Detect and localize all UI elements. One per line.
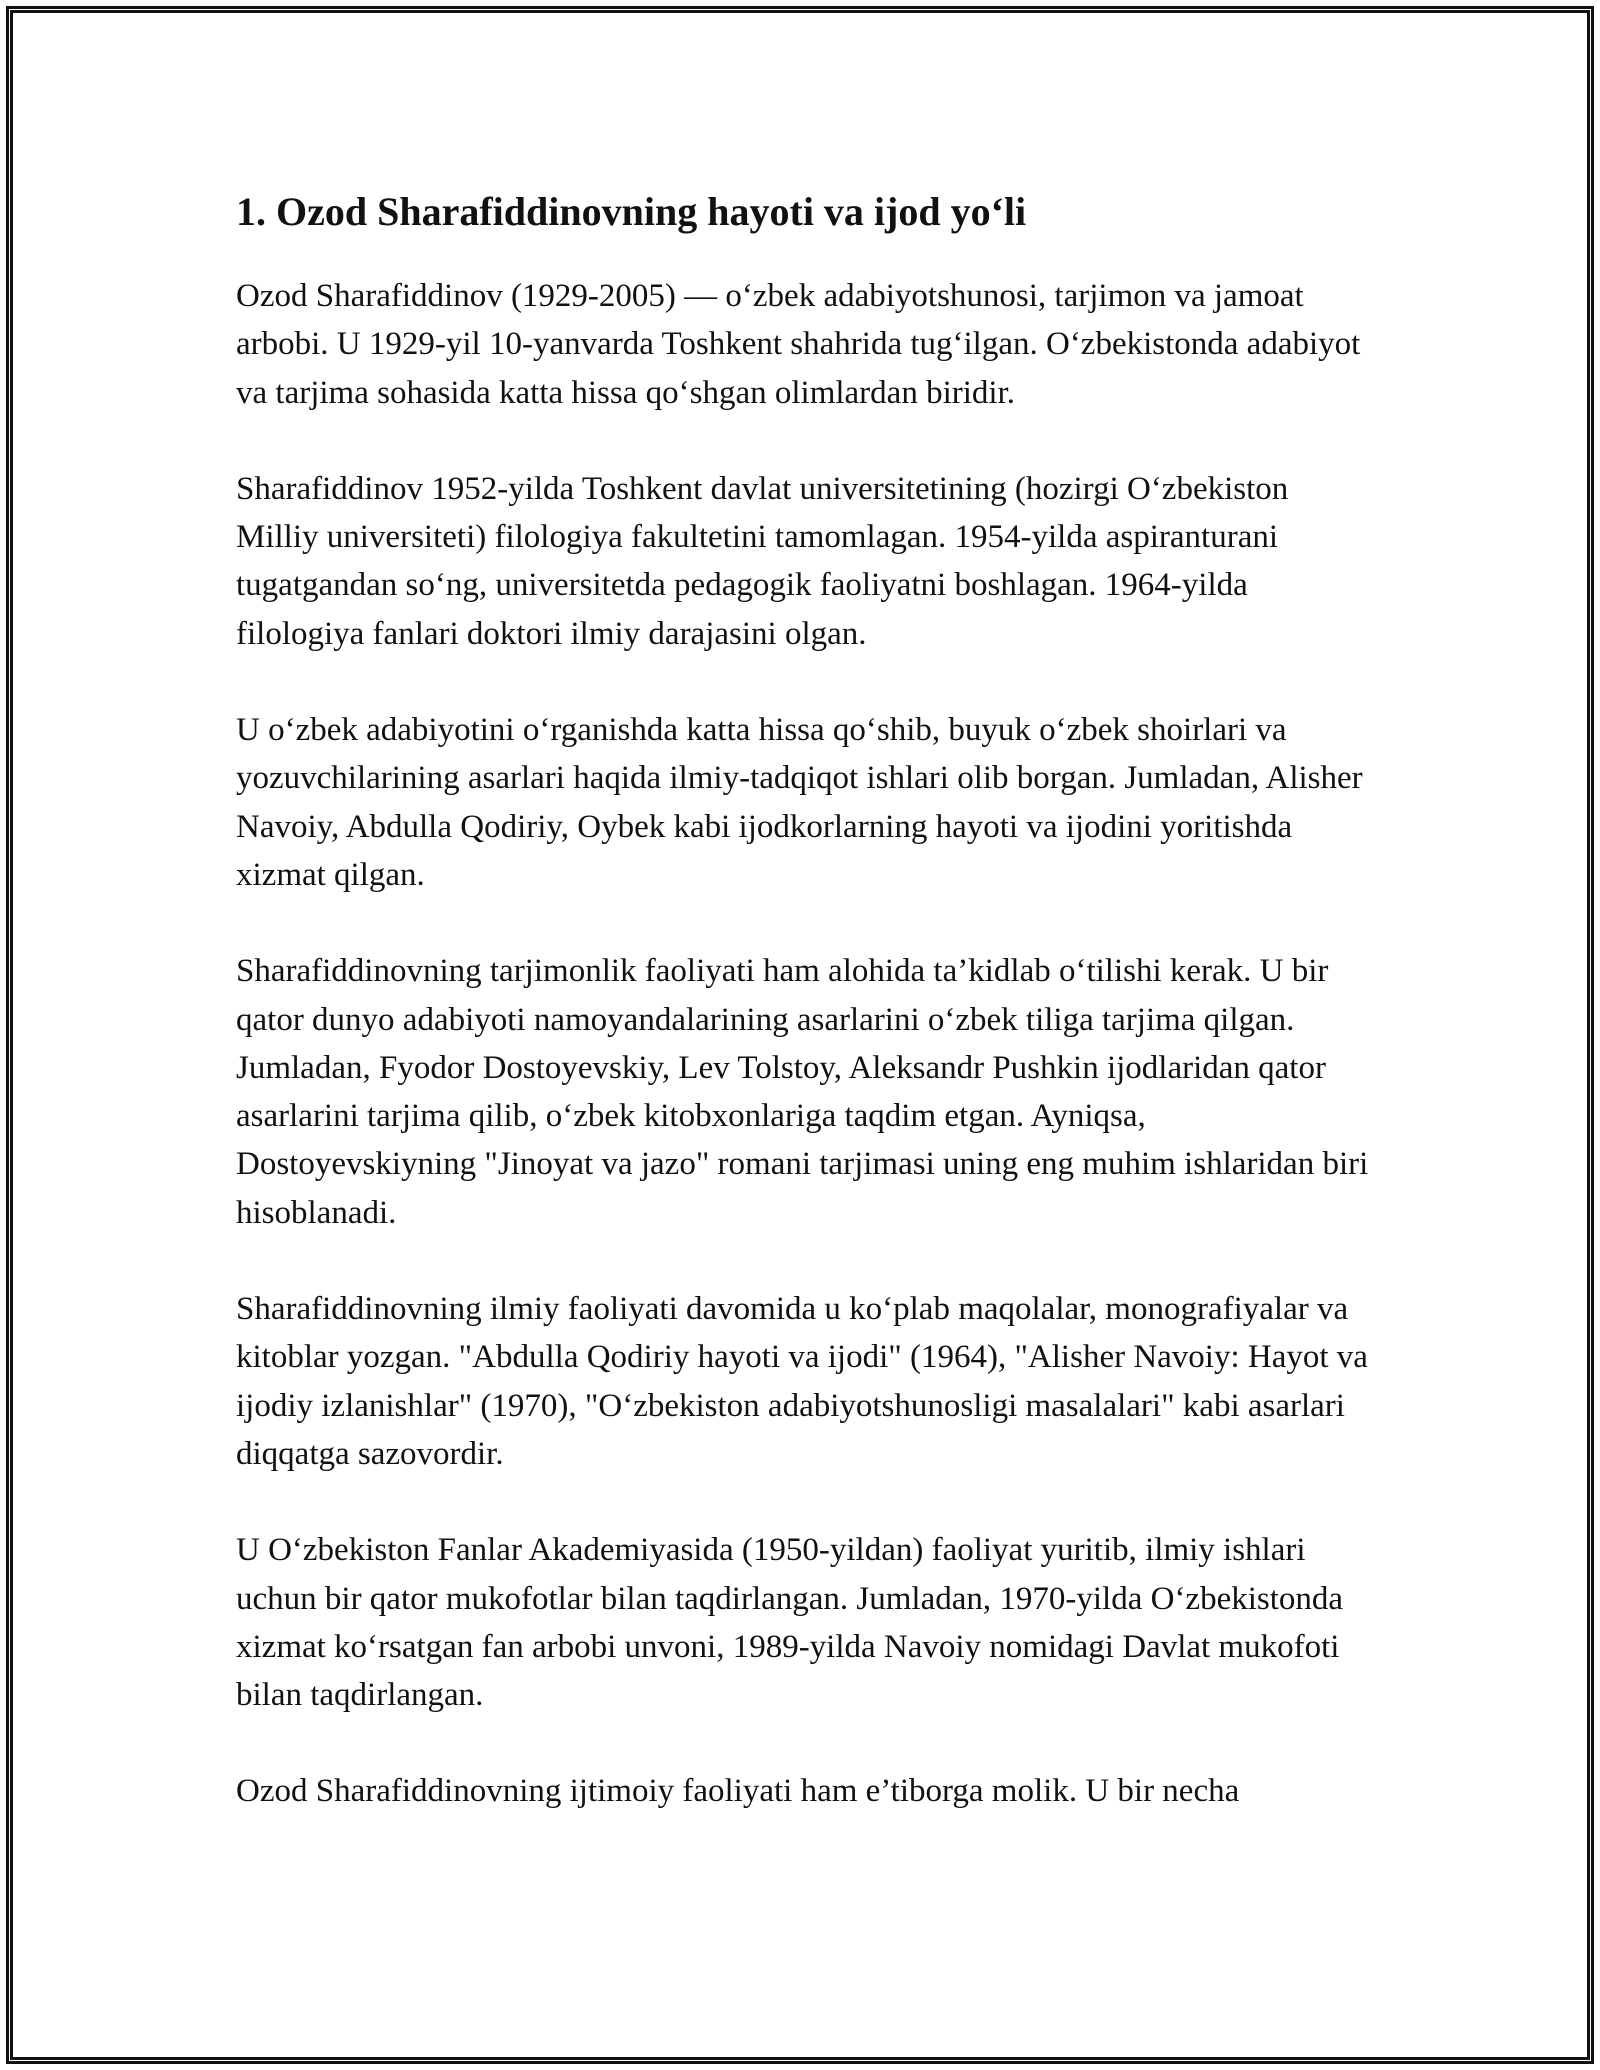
document-body: [236, 186, 1376, 1864]
paragraph-awards: U O‘zbekiston Fanlar Akademiyasida (1950-yildan) faoliyat yuritib, ilmiy ishlari uchun bir qator mukofotlar bilan taqdirlangan. Jumladan, 1970-yilda O‘zbekistonda xizmat ko‘rsatgan fan arbobi unvoni, 1989-yilda Navoiy nomidagi Davlat mukofoti bilan taqdirlangan.: [236, 1532, 1344, 1714]
paragraph-social: Ozod Sharafiddinovning ijtimoiy faoliyati ham e’tiborga molik. U bir necha: [236, 1773, 1240, 1810]
paragraph-research: U o‘zbek adabiyotini o‘rganishda katta hissa qo‘shib, buyuk o‘zbek shoirlari va yozuvchilarining asarlari haqida ilmiy-tadqiqot ishlari olib borgan. Jumladan, Alisher Navoiy, Abdulla Qodiriy, Oybek kabi ijodkorlarning hayoti va ijodini yoritishda xizmat qilgan.: [236, 712, 1363, 893]
paragraph-education: Sharafiddinov 1952-yilda Toshkent davlat universitetining (hozirgi O‘zbekiston Milliy universiteti) filologiya fakultetini tamomlagan. 1954-yilda aspiranturani tugatgandan so‘ng, universitetda pedagogik faoliyatni boshlagan. 1964-yilda filologiya fanlari doktori ilmiy darajasini olgan.: [236, 470, 1289, 652]
paragraph-publications: Sharafiddinovning ilmiy faoliyati davomida u ko‘plab maqolalar, monografiyalar va kitoblar yozgan. "Abdulla Qodiriy hayoti va ijodi" (1964), "Alisher Navoiy: Hayot va ijodiy izlanishlar" (1970), "O‘zbekiston adabiyotshunosligi masalalari" kabi asarlari diqqatga sazovordir.: [236, 1291, 1368, 1472]
paragraph-intro: Ozod Sharafiddinov (1929-2005) — o‘zbek adabiyotshunosi, tarjimon va jamoat arbobi. U 1929-yil 10-yanvarda Toshkent shahrida tug‘ilgan. O‘zbekistonda adabiyot va tarjima sohasida katta hissa qo‘shgan olimlardan biridir.: [236, 278, 1361, 411]
section-heading: 1. Ozod Sharafiddinovning hayoti va ijod yo‘li: [236, 189, 1027, 234]
paragraph-translation: Sharafiddinovning tarjimonlik faoliyati ham alohida ta’kidlab o‘tilishi kerak. U bir qator dunyo adabiyoti namoyandalarining asarlarini o‘zbek tiliga tarjima qilgan. Jumladan, Fyodor Dostoyevskiy, Lev Tolstoy, Aleksandr Pushkin ijodlaridan qator asarlarini tarjima qilib, o‘zbek kitobxonlariga taqdim etgan. Ayniqsa, Dostoyevskiyning "Jinoyat va jazo" romani tarjimasi uning eng muhim ishlaridan biri hisoblanadi.: [236, 953, 1369, 1231]
